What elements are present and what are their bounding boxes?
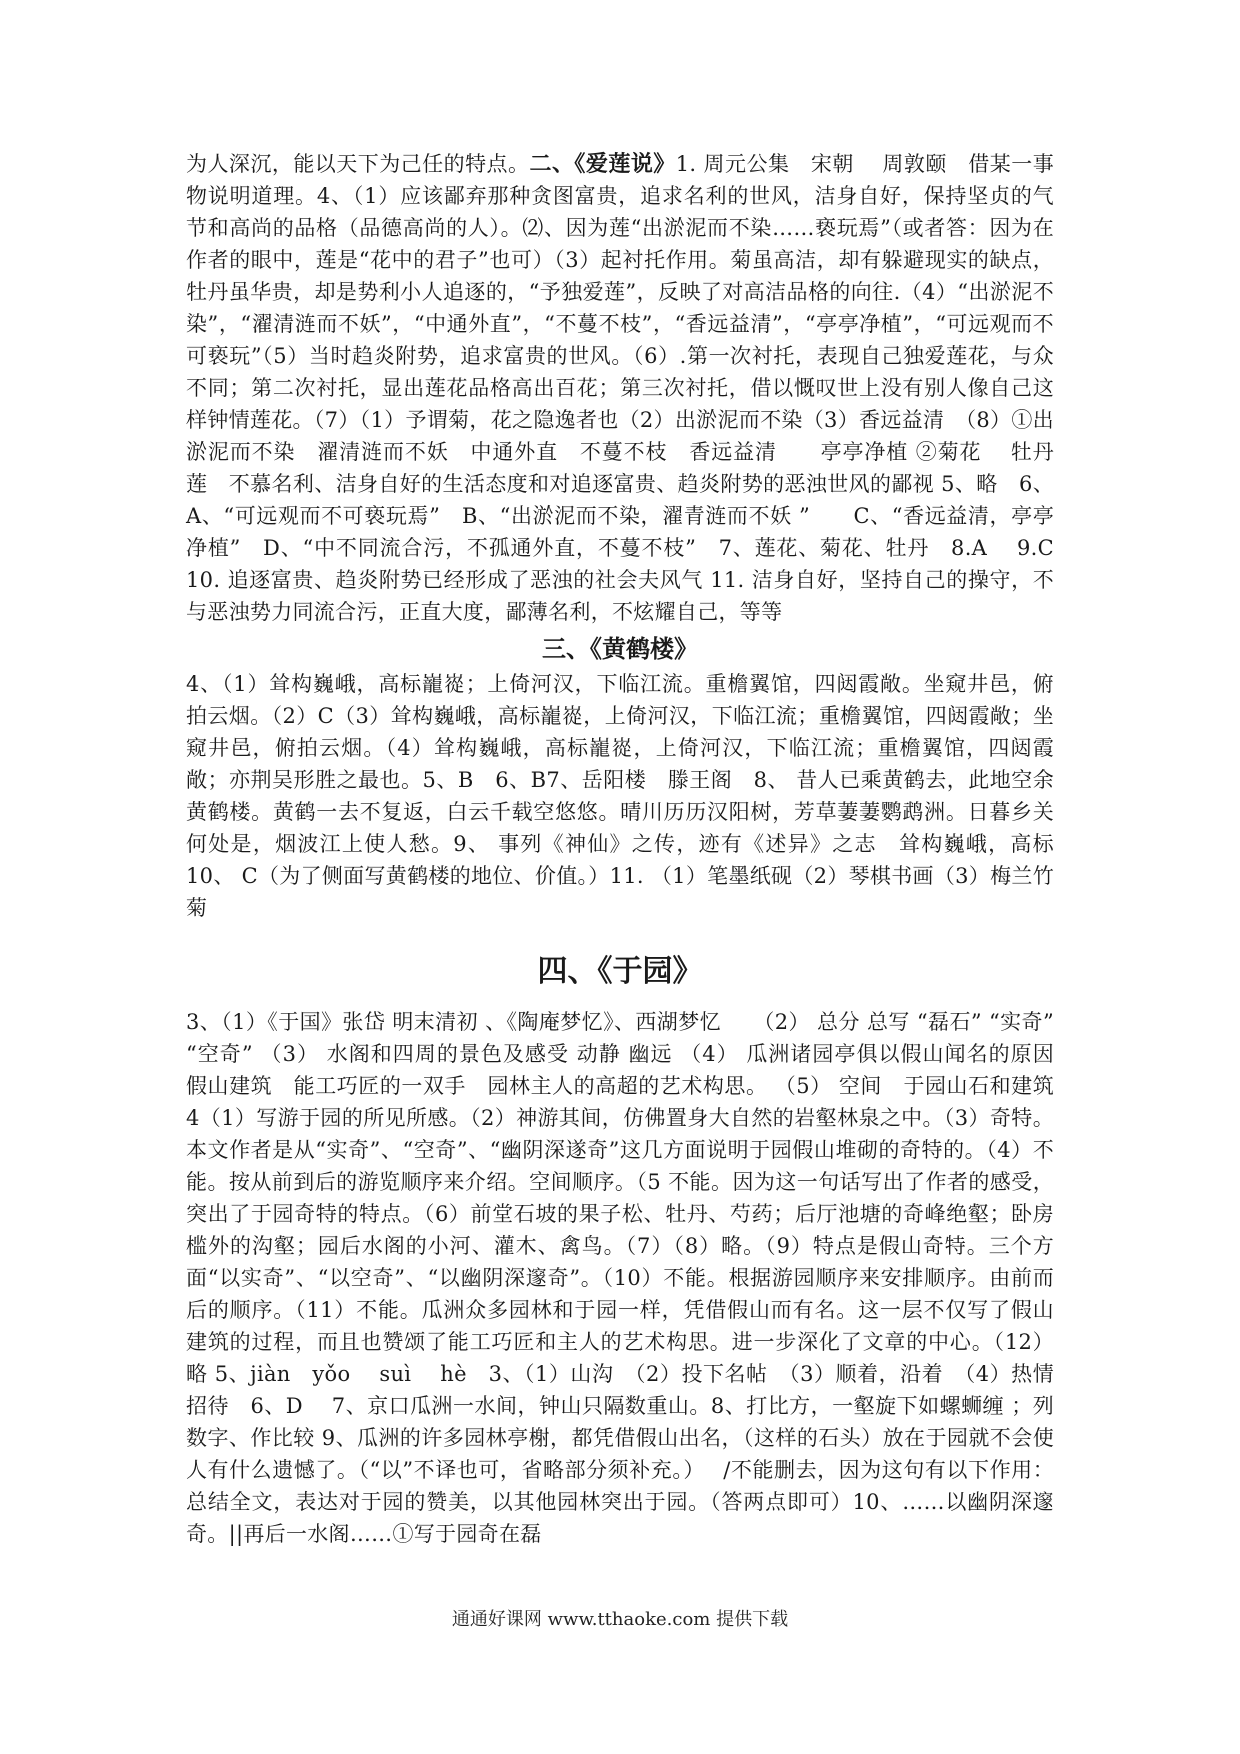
section3-title: 三、《黄鹤楼》: [542, 634, 698, 663]
section3-paragraph: 4、（1）耸构巍峨，高标巃嵸；上倚河汉，下临江流。重檐翼馆，四闼霞敞。坐窥井邑，俯拍云烟。（2）C（3）耸构巍峨，高标巃嵸，上倚河汉，下临江流；重檐翼馆，四闼霞敞；坐窥井邑，俯拍云烟。（4）耸构巍峨，高标巃嵸，上倚河汉，下临江流；重檐翼馆，四闼霞敞；亦荆吴形胜之最也。5、B 6、B7、岳阳楼 滕王阁 8、 昔人已乘黄鹤去，此地空余黄鹤楼。黄鹤一去不复返，白云千载空悠悠。晴川历历汉阳树，芳草萋萋鹦鹉洲。日暮乡关何处是，烟波江上使人愁。9、 事列《神仙》之传，迹有《述异》之志 耸构巍峨，高标 10、 C（为了侧面写黄鹤楼的地位、价值。）11. （1）笔墨纸砚（2）琴棋书画（3）梅兰竹菊: [186, 672, 1083, 920]
section2-heading: 二、《爱莲说》: [529, 151, 676, 177]
section2-intro: 为人深沉，能以天下为己任的特点。: [186, 152, 530, 176]
section2-paragraph: [186, 148, 1076, 628]
section4-title: 四、《于园》: [537, 954, 703, 989]
page-footer: 通通好课网 www.tthaoke.com 提供下载: [451, 1609, 789, 1630]
document-body: [186, 148, 1083, 1550]
section2-body: 1. 周元公集 宋朝 周敦颐 借某一事物说明道理。4、（1）应该鄙弃那种贪图富贵，追求名利的世风，洁身自好，保持坚贞的气节和高尚的品格（品德高尚的人）。⑵、因为莲“出淤泥而不染……亵玩焉”（或者答：因为在作者的眼中，莲是“花中的君子”也可）（3）起衬托作用。菊虽高洁，却有躲避现实的缺点，牡丹虽华贵，却是势利小人追逐的，“予独爱莲”，反映了对高洁品格的向往.（4）“出淤泥不染”，“濯清涟而不妖”，“中通外直”，“不蔓不枝”，“香远益清”，“亭亭净植”，“可远观而不可亵玩”（5）当时趋炎附势，追求富贵的世风。（6）.第一次衬托，表现自己独爱莲花，与众不同；第二次衬托，显出莲花品格高出百花；第三次衬托，借以慨叹世上没有别人像自己这样钟情莲花。（7）（1）予谓菊，花之隐逸者也（2）出淤泥而不染（3）香远益清 （8）①出淤泥而不染 濯清涟而不妖 中通外直 不蔓不枝 香远益清 亭亭净植 ②菊花 牡丹 莲 不慕名利、洁身自好的生活态度和对追逐富贵、趋炎附势的恶浊世风的鄙视 5、略 6、A、“可远观而不可亵玩焉” B、“出淤泥而不染，濯青涟而不妖 ” C、“香远益清，亭亭净植” D、“中不同流合污，不孤通外直，不蔓不枝” 7、莲花、菊花、牡丹 8.A 9.C 10. 追逐富贵、趋炎附势已经形成了恶浊的社会夫风气 11. 洁身自好，坚持自己的操守，不与恶浊势力同流合污，正直大度，鄙薄名利，不炫耀自己，等等: [186, 152, 1076, 624]
section4-paragraph: 3、（1）《于国》张岱 明末清初 、《陶庵梦忆》、西湖梦忆 （2） 总分 总写 “磊石” “实奇” “空奇” （3） 水阁和四周的景色及感受 动静 幽远 （4） 瓜洲诸园亭俱以假山闻名的原因 假山建筑 能工巧匠的一双手 园林主人的高超的艺术构思。 （5） 空间 于园山石和建筑 4（1）写游于园的所见所感。（2）神游其间，仿佛置身大自然的岩壑林泉之中。（3）奇特。本文作者是从“实奇”、“空奇”、“幽阴深遂奇”这几方面说明于园假山堆砌的奇特的。（4）不能。按从前到后的游览顺序来介绍。空间顺序。（5 不能。因为这一句话写出了作者的感受，突出了于园奇特的特点。（6）前堂石坡的果子松、牡丹、芍药；后厅池塘的奇峰绝壑；卧房槛外的沟壑；园后水阁的小河、灌木、禽鸟。（7）（8）略。（9）特点是假山奇特。三个方面“以实奇”、“以空奇”、“以幽阴深邃奇”。（10）不能。根据游园顺序来安排顺序。由前而后的顺序。（11）不能。瓜洲众多园林和于园一样，凭借假山而有名。这一层不仅写了假山建筑的过程，而且也赞颂了能工巧匠和主人的艺术构思。进一步深化了文章的中心。（12）略 5、jiàn yǒo suì hè 3、（1）山沟 （2）投下名帖 （3）顺着，沿着 （4）热情招待 6、D 7、京口瓜洲一水间，钟山只隔数重山。8、打比方，一壑旋下如螺蛳缠 ；列数字、作比较 9、瓜洲的许多园林亭榭，都凭借假山出名，（这样的石头）放在于园就不会使人有什么遗憾了。（“以”不译也可，省略部分须补充。） /不能删去，因为这句有以下作用：总结全文，表达对于园的赞美，以其他园林突出于园。（答两点即可）10、……以幽阴深邃奇。||再后一水阁……①写于园奇在磊: [186, 1010, 1076, 1546]
